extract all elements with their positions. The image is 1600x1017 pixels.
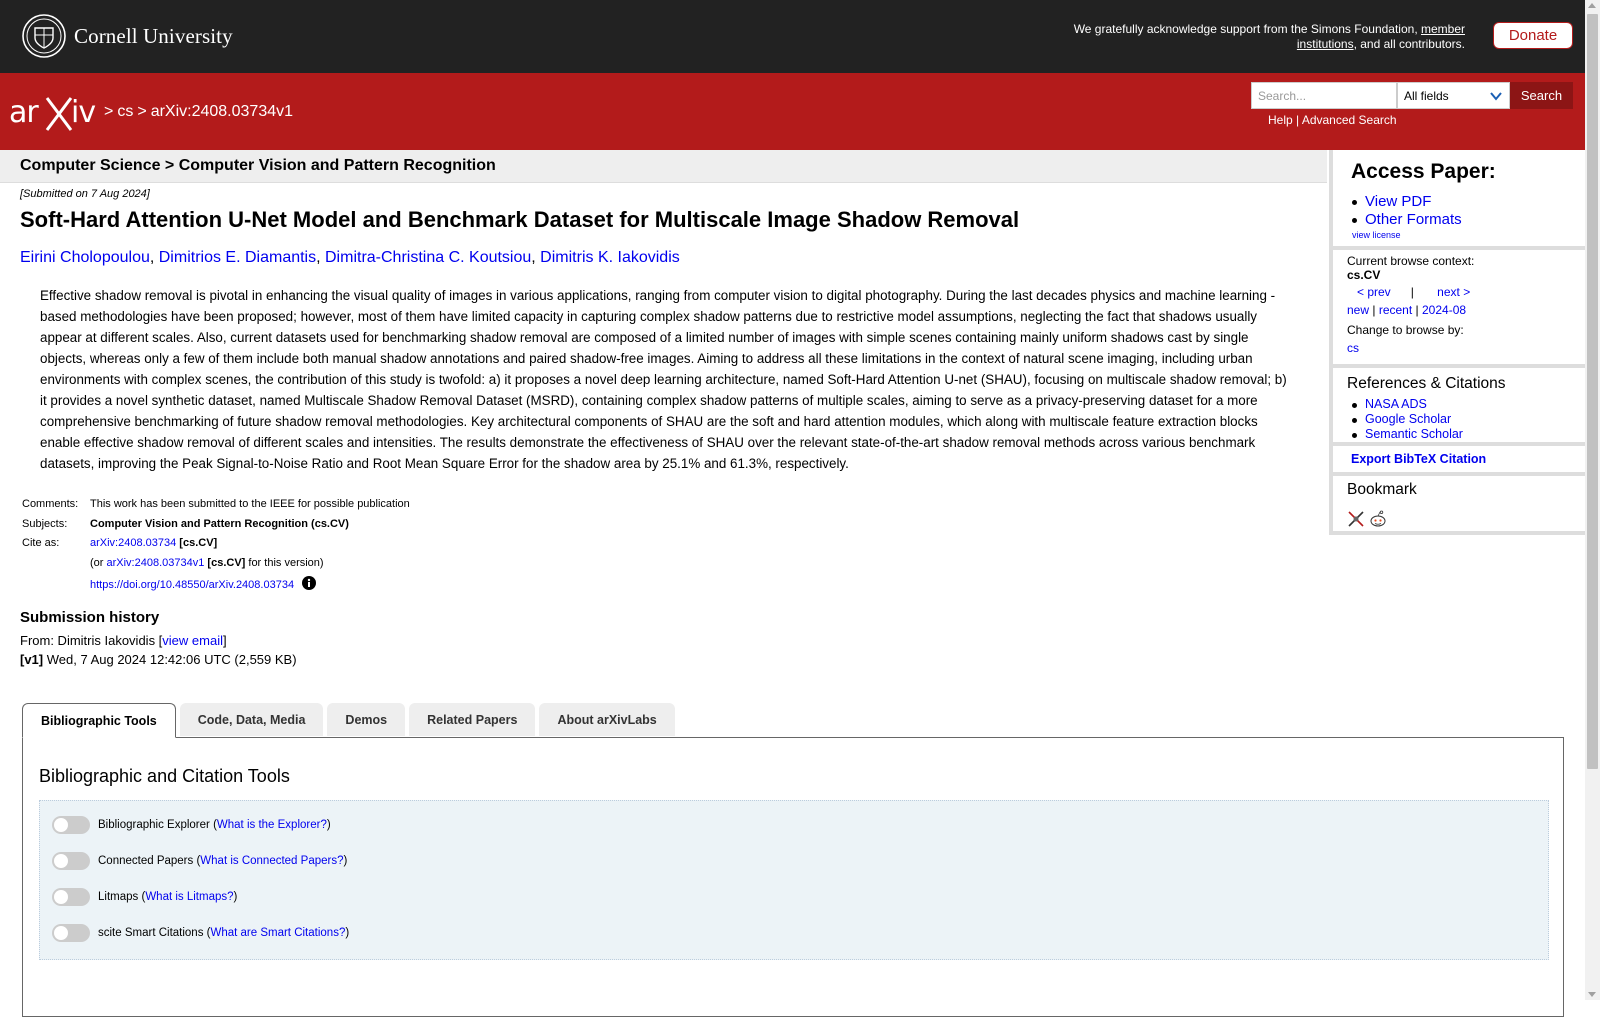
advanced-search-link[interactable]: Advanced Search bbox=[1301, 113, 1397, 127]
what-is-litmaps-link[interactable]: What is Litmaps? bbox=[145, 891, 234, 903]
export-bibtex-link[interactable]: Export BibTeX Citation bbox=[1351, 452, 1487, 466]
breadcrumb-sep: > bbox=[104, 103, 114, 120]
scroll-up-arrow-icon[interactable] bbox=[1588, 3, 1596, 8]
version-link[interactable]: arXiv:2408.03734v1 bbox=[106, 556, 205, 569]
other-formats-link[interactable]: Other Formats bbox=[1365, 211, 1462, 228]
breadcrumb-paper-id: arXiv:2408.03734v1 bbox=[150, 103, 294, 120]
what-is-connected-papers-link[interactable]: What is Connected Papers? bbox=[200, 855, 344, 867]
browse-context-label: Current browse context: bbox=[1347, 254, 1475, 268]
comments-value: This work has been submitted to the IEEE for possible publication bbox=[90, 498, 410, 510]
nasa-ads-link[interactable]: NASA ADS bbox=[1365, 397, 1427, 411]
tool-row: Connected Papers ( What is Connected Papers? ) bbox=[52, 851, 347, 871]
paper-title: Soft-Hard Attention U-Net Model and Benchmark Dataset for Multiscale Image Shadow Removal bbox=[20, 207, 1020, 232]
author-link[interactable]: Dimitrios E. Diamantis bbox=[158, 249, 317, 266]
scroll-down-arrow-icon[interactable] bbox=[1588, 992, 1596, 997]
arxiv-logo-icon[interactable] bbox=[9, 92, 101, 134]
next-link[interactable]: next > bbox=[1437, 285, 1471, 299]
scroll-thumb[interactable] bbox=[1587, 14, 1598, 769]
comments-label: Comments: bbox=[22, 498, 79, 510]
access-list bbox=[1365, 193, 1462, 229]
reddit-icon[interactable] bbox=[1369, 510, 1387, 528]
submission-v1: [v1] Wed, 7 Aug 2024 12:42:06 UTC (2,559 KB) bbox=[20, 652, 297, 667]
tab-code-data-media[interactable]: Code, Data, Media bbox=[180, 703, 324, 736]
author-link[interactable]: Eirini Cholopoulou bbox=[20, 249, 150, 266]
sidebar bbox=[1327, 150, 1585, 535]
breadcrumb-sep: > bbox=[137, 103, 147, 120]
support-text: We gratefully acknowledge support from the Simons Foundation, member institutions, and all contributors. bbox=[1073, 22, 1465, 51]
tab-demos[interactable]: Demos bbox=[327, 703, 405, 736]
prev-link[interactable]: < prev bbox=[1357, 285, 1391, 299]
authors: Eirini Cholopoulou, Dimitrios E. Diamantis, Dimitra-Christina C. Koutsiou, Dimitris K. Iakovidis bbox=[20, 249, 680, 266]
cite-link[interactable]: arXiv:2408.03734 bbox=[90, 537, 177, 549]
abstract: Effective shadow removal is pivotal in enhancing the visual quality of images in various applications, ranging from computer vision to digital photography. During the last decades physics and machine learning -based methodologies have been proposed; however, most of them have limited capacity in capturing complex shadow patterns due to restrictive model assumptions, neglecting the fact that shadows usually appear at different scales. Also, current datasets used for benchmarking shadow removal are composed of a limited number of images with simple scenes containing mainly uniform shadows cast by single objects, whereas only a few of them include both manual shadow annotations and paired shadow-free images. Aiming to address all these limitations in the context of natural scene imaging, including urban environments with complex scenes, the contribution of this study is twofold: a) it proposes a novel deep learning architecture, named Soft-Hard Attention U-net (SHAU), focusing on multiscale shadow removal; b) it provides a novel synthetic dataset, named Multiscale Shadow Removal Dataset (MSRD), containing complex shadow patterns of multiple scales, aiming to serve as a privacy-preserving dataset for a more comprehensive benchmarking of future shadow removal methodologies. Key architectural components of SHAU are the soft and hard attention modules, which along with multiscale feature extraction blocks enable effective shadow removal of different scales and intensities. The results demonstrate the effectiveness of SHAU over the relevant state-of-the-art shadow removal methods across various benchmark datasets, improving the Peak Signal-to-Noise Ratio and Root Mean Square Error for the shadow area by 25.1% and 61.3%, respectively. bbox=[40, 288, 1287, 471]
search-field-select[interactable]: All fields bbox=[1397, 82, 1510, 109]
browse-links: new | recent | 2024-08 bbox=[1347, 303, 1467, 317]
references-title: References & Citations bbox=[1347, 375, 1506, 392]
subject-bar bbox=[0, 150, 1327, 183]
bookmark-title: Bookmark bbox=[1347, 481, 1417, 498]
svg-text:ar: ar bbox=[9, 95, 38, 130]
what-is-explorer-link[interactable]: What is the Explorer? bbox=[216, 819, 327, 831]
panel-title: Bibliographic and Citation Tools bbox=[39, 766, 290, 786]
search-button[interactable]: Search bbox=[1510, 82, 1573, 109]
tools-box bbox=[39, 800, 1549, 960]
tool-row: scite Smart Citations ( What are Smart Citations? ) bbox=[52, 923, 349, 943]
references-list bbox=[1365, 397, 1463, 442]
month-link[interactable]: 2024-08 bbox=[1422, 303, 1467, 317]
browse-cs-link[interactable]: cs bbox=[1347, 341, 1359, 355]
browse-context-box bbox=[1329, 250, 1585, 368]
view-pdf-link[interactable]: View PDF bbox=[1365, 193, 1432, 210]
doi-link[interactable]: https://doi.org/10.48550/arXiv.2408.03734 bbox=[90, 579, 295, 591]
cornell-name: Cornell University bbox=[74, 23, 233, 48]
tab-about-arxivlabs[interactable]: About arXivLabs bbox=[539, 703, 674, 736]
access-paper-box bbox=[1329, 150, 1585, 250]
subject-heading: Computer Science > Computer Vision and Pattern Recognition bbox=[20, 157, 496, 174]
breadcrumb bbox=[104, 103, 297, 121]
submitted-date: [Submitted on 7 Aug 2024] bbox=[20, 188, 150, 200]
tab-related-papers[interactable]: Related Papers bbox=[409, 703, 535, 736]
bibliographic-explorer-toggle[interactable] bbox=[52, 816, 90, 834]
change-browse-label: Change to browse by: bbox=[1347, 323, 1464, 337]
cite-label: Cite as: bbox=[22, 537, 60, 549]
scrollbar[interactable] bbox=[1585, 0, 1600, 1000]
bookmark-box bbox=[1329, 476, 1585, 535]
svg-text:iv: iv bbox=[71, 95, 96, 130]
submission-history-title: Submission history bbox=[20, 609, 160, 626]
references-box bbox=[1329, 368, 1585, 446]
view-email-link[interactable]: view email bbox=[162, 633, 223, 648]
donate-button[interactable]: Donate bbox=[1493, 22, 1573, 49]
view-license-link[interactable]: view license bbox=[1352, 230, 1401, 240]
prev-next: < prev | next > bbox=[1357, 285, 1471, 299]
help-links: Help | Advanced Search bbox=[1268, 113, 1397, 127]
access-paper-title: Access Paper: bbox=[1351, 160, 1496, 183]
submission-from: From: Dimitris Iakovidis [view email] bbox=[20, 633, 227, 648]
tab-panel bbox=[22, 737, 1564, 1017]
cornell-bar bbox=[0, 0, 1585, 73]
labs-tabs bbox=[22, 703, 679, 737]
info-icon[interactable] bbox=[302, 576, 316, 590]
author-link[interactable]: Dimitris K. Iakovidis bbox=[540, 249, 680, 266]
member-institutions-link[interactable]: member institutions bbox=[1296, 22, 1465, 51]
tool-row: Bibliographic Explorer ( What is the Explorer? ) bbox=[52, 815, 331, 835]
help-link[interactable]: Help bbox=[1268, 113, 1293, 127]
new-link[interactable]: new bbox=[1347, 303, 1370, 317]
scite-toggle[interactable] bbox=[52, 924, 90, 942]
cornell-seal-icon bbox=[22, 14, 66, 58]
recent-link[interactable]: recent bbox=[1378, 303, 1413, 317]
subjects-label: Subjects: bbox=[22, 517, 68, 530]
google-scholar-link[interactable]: Google Scholar bbox=[1365, 412, 1452, 426]
export-box bbox=[1329, 446, 1585, 476]
author-link[interactable]: Dimitra-Christina C. Koutsiou bbox=[325, 249, 532, 266]
breadcrumb-cs[interactable]: cs bbox=[117, 103, 134, 120]
connected-papers-toggle[interactable] bbox=[52, 852, 90, 870]
what-are-smart-citations-link[interactable]: What are Smart Citations? bbox=[210, 927, 346, 939]
bookmark-icons bbox=[1347, 510, 1391, 528]
semantic-scholar-link[interactable]: Semantic Scholar bbox=[1365, 427, 1463, 441]
arxiv-header bbox=[0, 73, 1585, 150]
tab-bibliographic-tools[interactable]: Bibliographic Tools bbox=[22, 703, 176, 738]
search-input[interactable]: Search... bbox=[1251, 82, 1397, 109]
tool-row: Litmaps ( What is Litmaps? ) bbox=[52, 887, 237, 907]
bibsonomy-icon[interactable] bbox=[1347, 510, 1365, 528]
subjects-value: Computer Vision and Pattern Recognition (cs.CV) bbox=[90, 517, 349, 530]
cornell-logo[interactable] bbox=[22, 13, 233, 59]
litmaps-toggle[interactable] bbox=[52, 888, 90, 906]
chevron-down-icon bbox=[1489, 89, 1503, 103]
browse-context: cs.CV bbox=[1347, 268, 1381, 282]
